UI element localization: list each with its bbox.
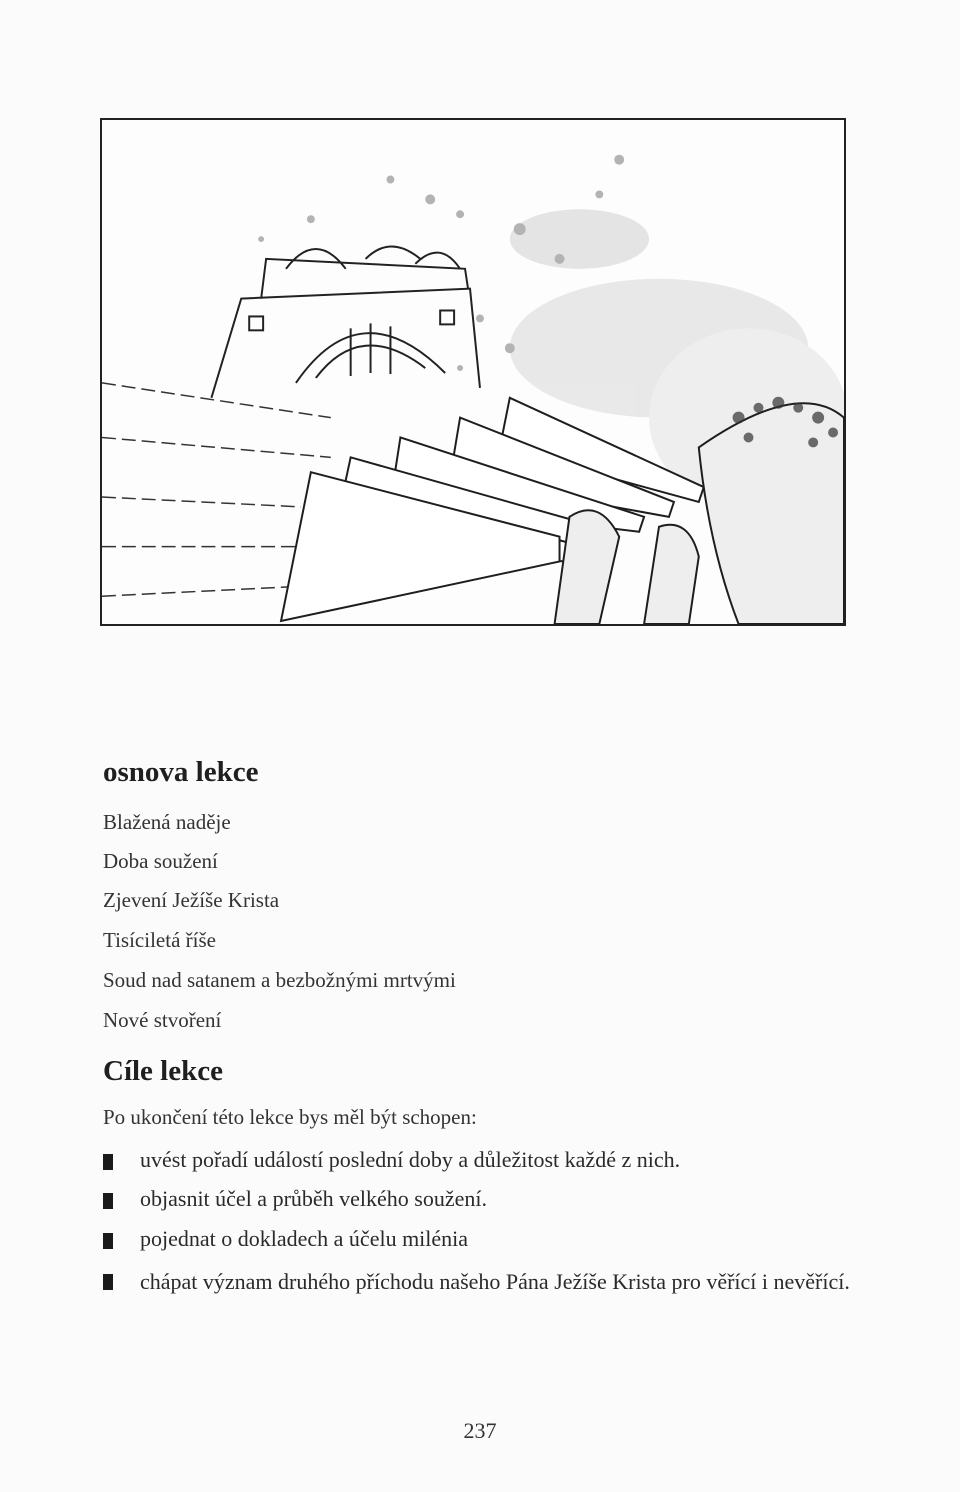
bullet-square-icon: [103, 1193, 113, 1209]
bullet-square-icon: [103, 1233, 113, 1249]
objectives-heading: Cíle lekce: [103, 1055, 223, 1087]
objective-text: objasnit účel a průběh velkého soužení.: [140, 1186, 488, 1211]
outline-item: Zjevení Ježíše Krista: [103, 888, 280, 912]
objective-text: chápat význam druhého příchodu našeho Pána Ježíše Krista pro věřící i nevěřící.: [140, 1269, 850, 1294]
outline-item: Soud nad satanem a bezbožnými mrtvými: [103, 968, 456, 992]
page-number: 237: [463, 1418, 497, 1443]
bullet-square-icon: [103, 1274, 113, 1290]
trumpets-and-city-drawing: [102, 120, 844, 624]
bullet-square-icon: [103, 1154, 113, 1170]
outline-heading: osnova lekce: [103, 756, 259, 788]
objective-text: uvést pořadí událostí poslední doby a důležitost každé z nich.: [140, 1147, 681, 1172]
trumpet-illustration: [100, 118, 846, 626]
objective-text: pojednat o dokladech a účelu milénia: [140, 1226, 469, 1251]
outline-item: Tisíciletá říše: [103, 928, 216, 952]
outline-item: Nové stvoření: [103, 1008, 222, 1032]
outline-item: Blažená naděje: [103, 810, 231, 834]
objectives-intro: Po ukončení této lekce bys měl být schopen:: [103, 1105, 477, 1129]
outline-item: Doba soužení: [103, 849, 218, 873]
